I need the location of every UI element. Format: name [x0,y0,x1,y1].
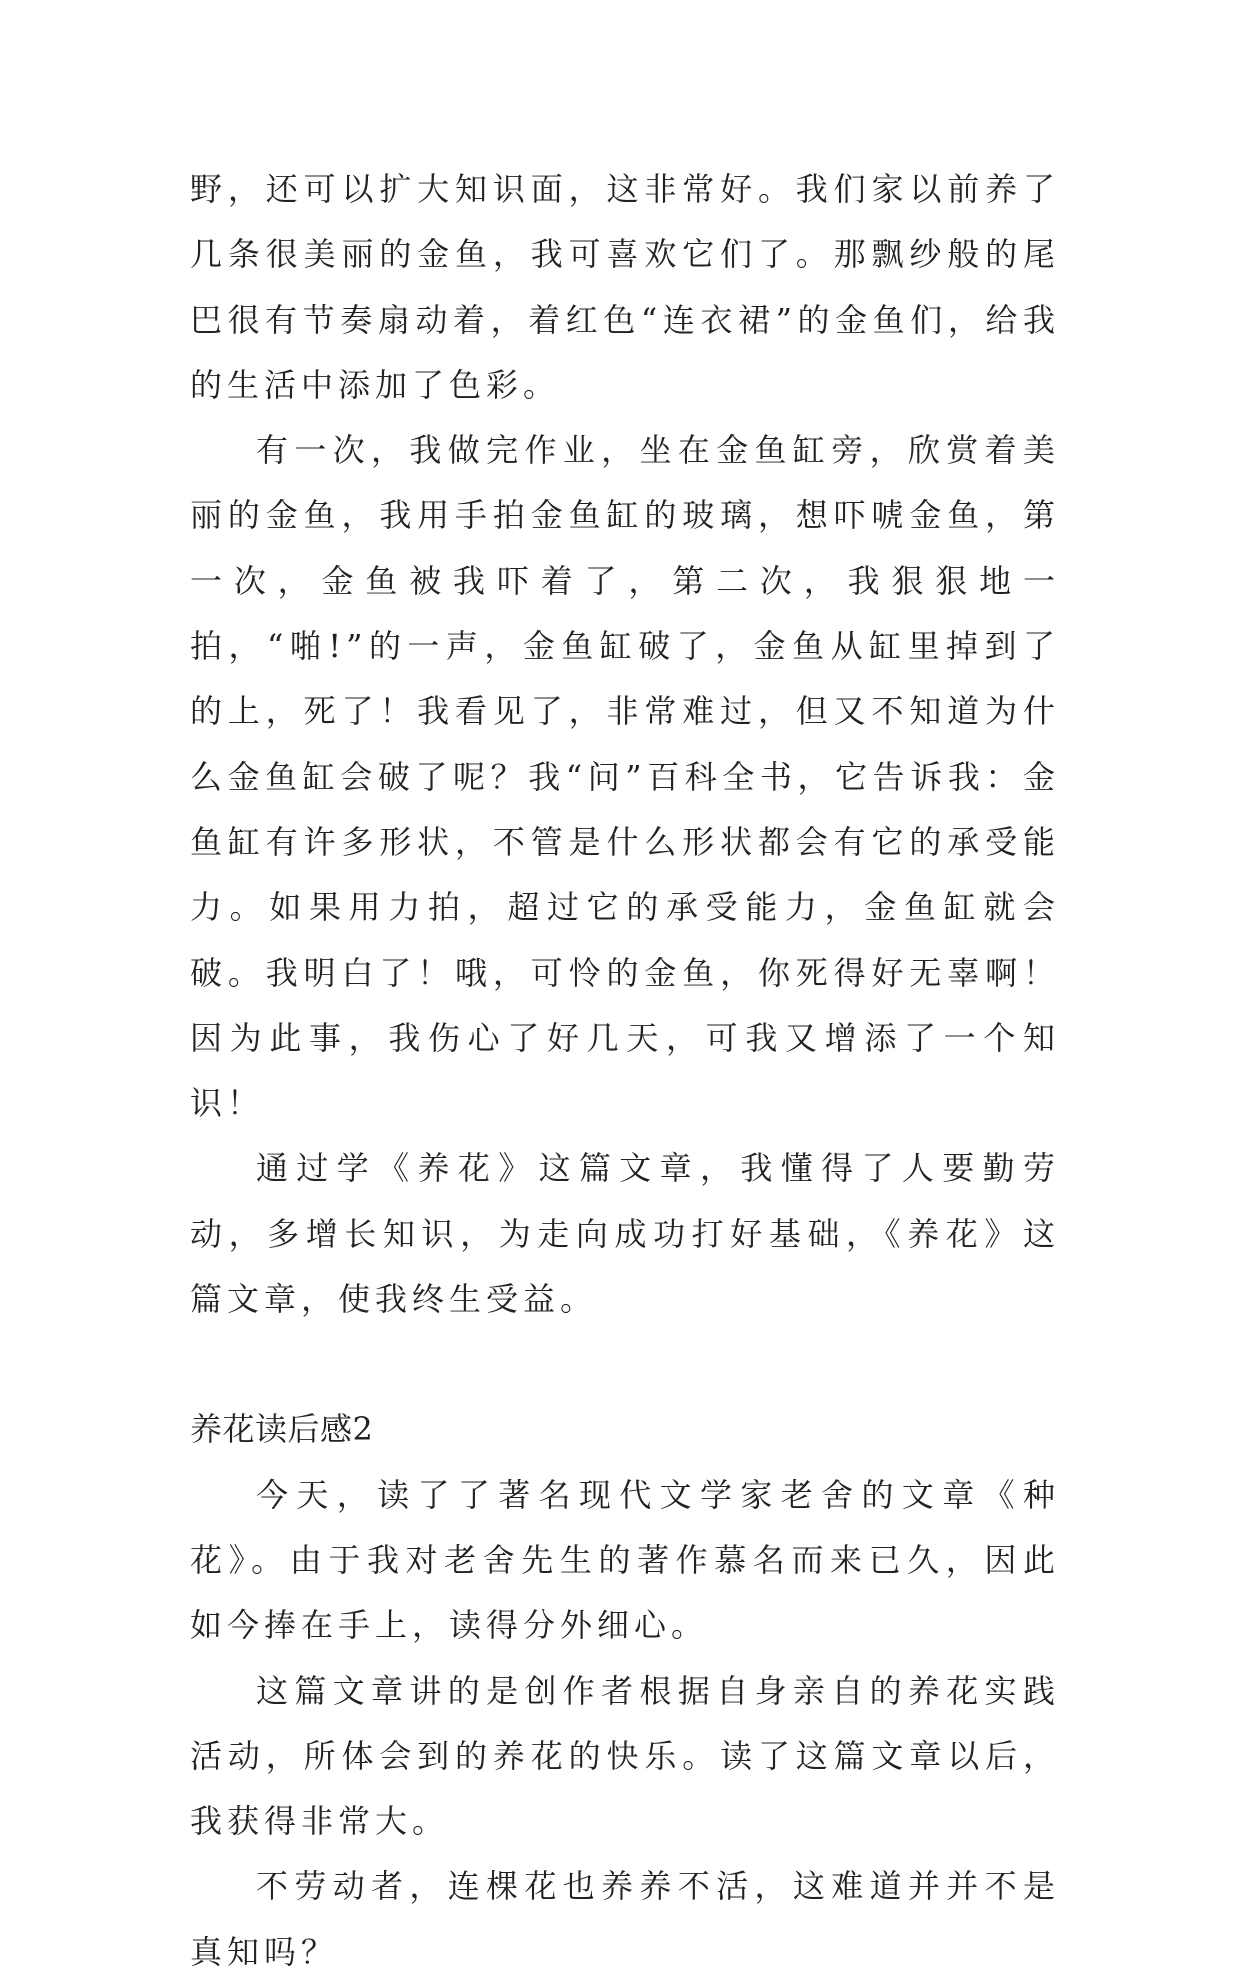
paragraph-summary: 这篇文章讲的是创作者根据自身亲自的养花实践活动，所体会到的养花的快乐。读了这篇文章以后，我获得非常大。 [190,1671,1060,1841]
document-body [190,157,1060,1985]
section-title: 养花读后感2 [190,1410,374,1449]
paragraph-intro: 今天，读了了著名现代文学家老舍的文章《种花》。由于我对老舍先生的著作慕名而来已久，因此 如今捧在手上，读得分外细心。 [190,1475,1060,1645]
paragraph-continuation: 野，还可以扩大知识面，这非常好。我们家以前养了几条很美丽的金鱼，我可喜欢它们了。那飘纱般的尾巴很有节奏扇动着，着红色“连衣裙”的金鱼们，给我的生活中添加了色彩。 [190,170,1060,404]
paragraph-conclusion: 通过学《养花》这篇文章，我懂得了人要勤劳动，多增长知识，为走向成功打好基础，《养花》这篇文章，使我终生受益。 [190,1149,1060,1319]
paragraph-goldfish-story: 有一次，我做完作业，坐在金鱼缸旁，欣赏着美丽的金鱼，我用手拍金鱼缸的玻璃，想吓唬金鱼，第一次，金鱼被我吓着了，第二次，我狠狠地一拍，“啪!”的一声，金鱼缸破了，金鱼从缸里掉到了的上，死了！我看见了，非常难过，但又不知道为什么金鱼缸会破了呢？我“问”百科全书，它告诉我：金鱼缸有许多形状，不管是什么形状都会有它的承受能力。如果用力拍，超过它的承受能力，金鱼缸就会破。我明白了！哦，可怜的金鱼，你死得好无辜啊！因为此事，我伤心了好几天，可我又增添了一个知识！ [190,431,1060,1123]
paragraph-question: 不劳动者，连棵花也养养不活，这难道并并不是真知吗？ [190,1867,1060,1971]
